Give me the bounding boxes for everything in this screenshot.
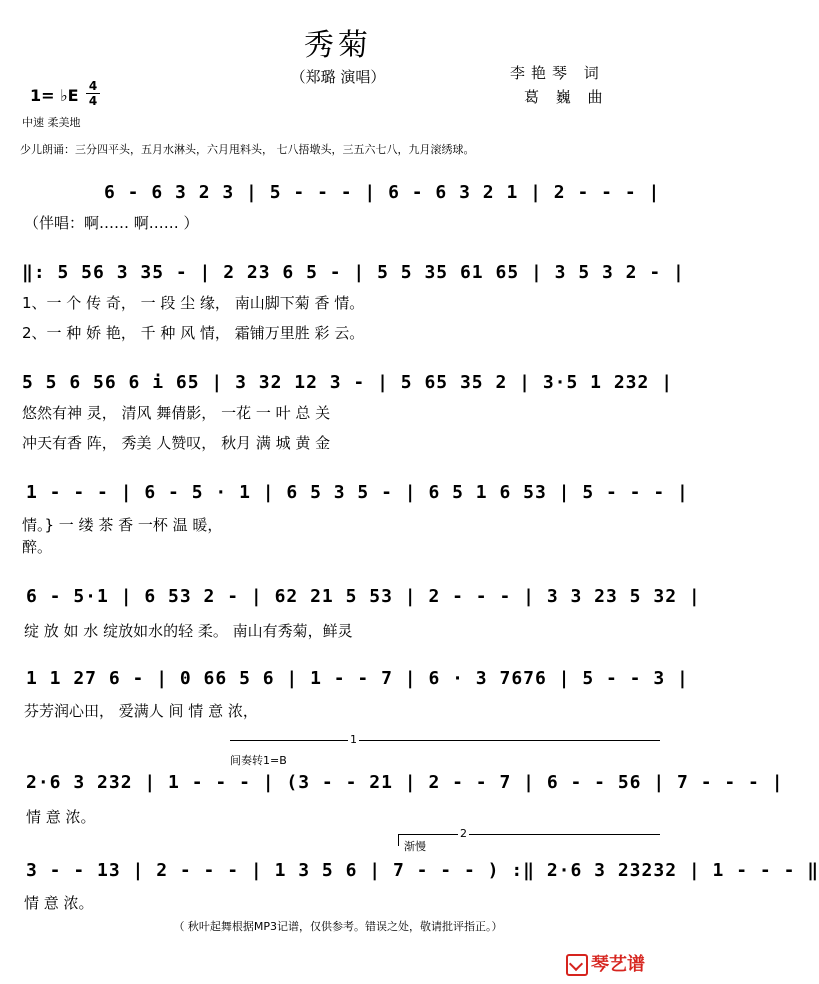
lyrics-row-6: 芬芳润心田， 爱满人 间 情 意 浓，	[24, 702, 258, 720]
lyricist-credit: 李艳琴 词	[510, 64, 605, 82]
lyrics-row-1: （伴唱：啊…… 啊…… ）	[24, 214, 199, 232]
lyrics-row-3-verse-2: 冲天有香 阵， 秀美 人赞叹， 秋月 满 城 黄 金	[22, 434, 331, 452]
song-title: 秀菊	[304, 28, 372, 63]
notation-row-2: ‖: 5 56 3 35 - | 2 23 6 5 - | 5 5 35 61 65 | 3 5 3 2 - |	[22, 262, 685, 283]
watermark-icon	[566, 954, 588, 976]
lyrics-row-4-verse-2: 醉。	[22, 538, 53, 556]
notation-row-1: 6 - 6 3 2 3 | 5 - - - | 6 - 6 3 2 1 | 2 - - - |	[104, 182, 661, 203]
watermark-text: 琴艺谱	[591, 954, 645, 975]
lyrics-row-4-verse-1: 情。} 一 缕 茶 香 一杯 温 暖，	[22, 516, 223, 534]
notation-row-6: 1 1 27 6 - | 0 66 5 6 | 1 - - 7 | 6 · 3 7676 | 5 - - 3 |	[26, 668, 689, 689]
recitation-text: 少儿朗诵：三分四平头，五月水淋头，六月甩料头， 七八捂墩头，三五六七八，九月滚绣球。	[20, 143, 475, 156]
lyrics-row-5: 绽 放 如 水 绽放如水的轻 柔。 南山有秀菊，鲜灵	[24, 622, 353, 640]
volta-2-bracket-edge	[398, 834, 399, 846]
notation-row-4: 1 - - - | 6 - 5 · 1 | 6 5 3 5 - | 6 5 1 6 53 | 5 - - - |	[26, 482, 689, 503]
singer-credit: （郑璐 演唱）	[290, 68, 386, 86]
lyrics-row-8: 情 意 浓。	[24, 894, 94, 912]
volta-1-number: 1	[350, 733, 357, 746]
notation-row-3: 5 5 6 56 6 i 65 | 3 32 12 3 - | 5 65 35 2 | 3·5 1 232 |	[22, 372, 674, 393]
time-signature-bottom: 4	[88, 94, 98, 108]
volta-1-bracket	[230, 740, 660, 741]
ritardando-marking: 渐慢	[404, 840, 426, 853]
tempo-marking: 中速 柔美地	[22, 116, 81, 129]
composer-credit: 葛 巍 曲	[524, 88, 609, 106]
time-signature-top: 4	[88, 79, 98, 93]
lyrics-row-2-verse-2: 2、一 种 娇 艳， 千 种 风 情， 霜铺万里胜 彩 云。	[22, 324, 365, 342]
lyrics-row-2-verse-1: 1、一 个 传 奇， 一 段 尘 缘， 南山脚下菊 香 情。	[22, 294, 365, 312]
notation-row-5: 6 - 5·1 | 6 53 2 - | 62 21 5 53 | 2 - - - | 3 3 23 5 32 |	[26, 586, 701, 607]
key-signature: 1= ♭E	[30, 86, 79, 105]
notation-row-8: 3 - - 13 | 2 - - - | 1 3 5 6 | 7 - - - ) :‖ 2·6 3 23232 | 1 - - - ‖	[26, 860, 819, 881]
time-signature	[86, 80, 100, 107]
volta-2-bracket	[398, 834, 660, 835]
interlude-marking: 间奏转1=B	[230, 754, 287, 767]
watermark-logo	[566, 950, 645, 976]
lyrics-row-7: 情 意 浓。	[26, 808, 96, 826]
volta-2-number: 2	[460, 827, 467, 840]
lyrics-row-3-verse-1: 悠然有神 灵， 清风 舞倩影， 一花 一 叶 总 关	[22, 404, 331, 422]
footnote: （ 秋叶起舞根据MP3记谱，仅供参考。错误之处，敬请批评指正。）	[173, 920, 503, 933]
notation-row-7: 2·6 3 232 | 1 - - - | (3 - - 21 | 2 - - 7 | 6 - - 56 | 7 - - - |	[26, 772, 784, 793]
